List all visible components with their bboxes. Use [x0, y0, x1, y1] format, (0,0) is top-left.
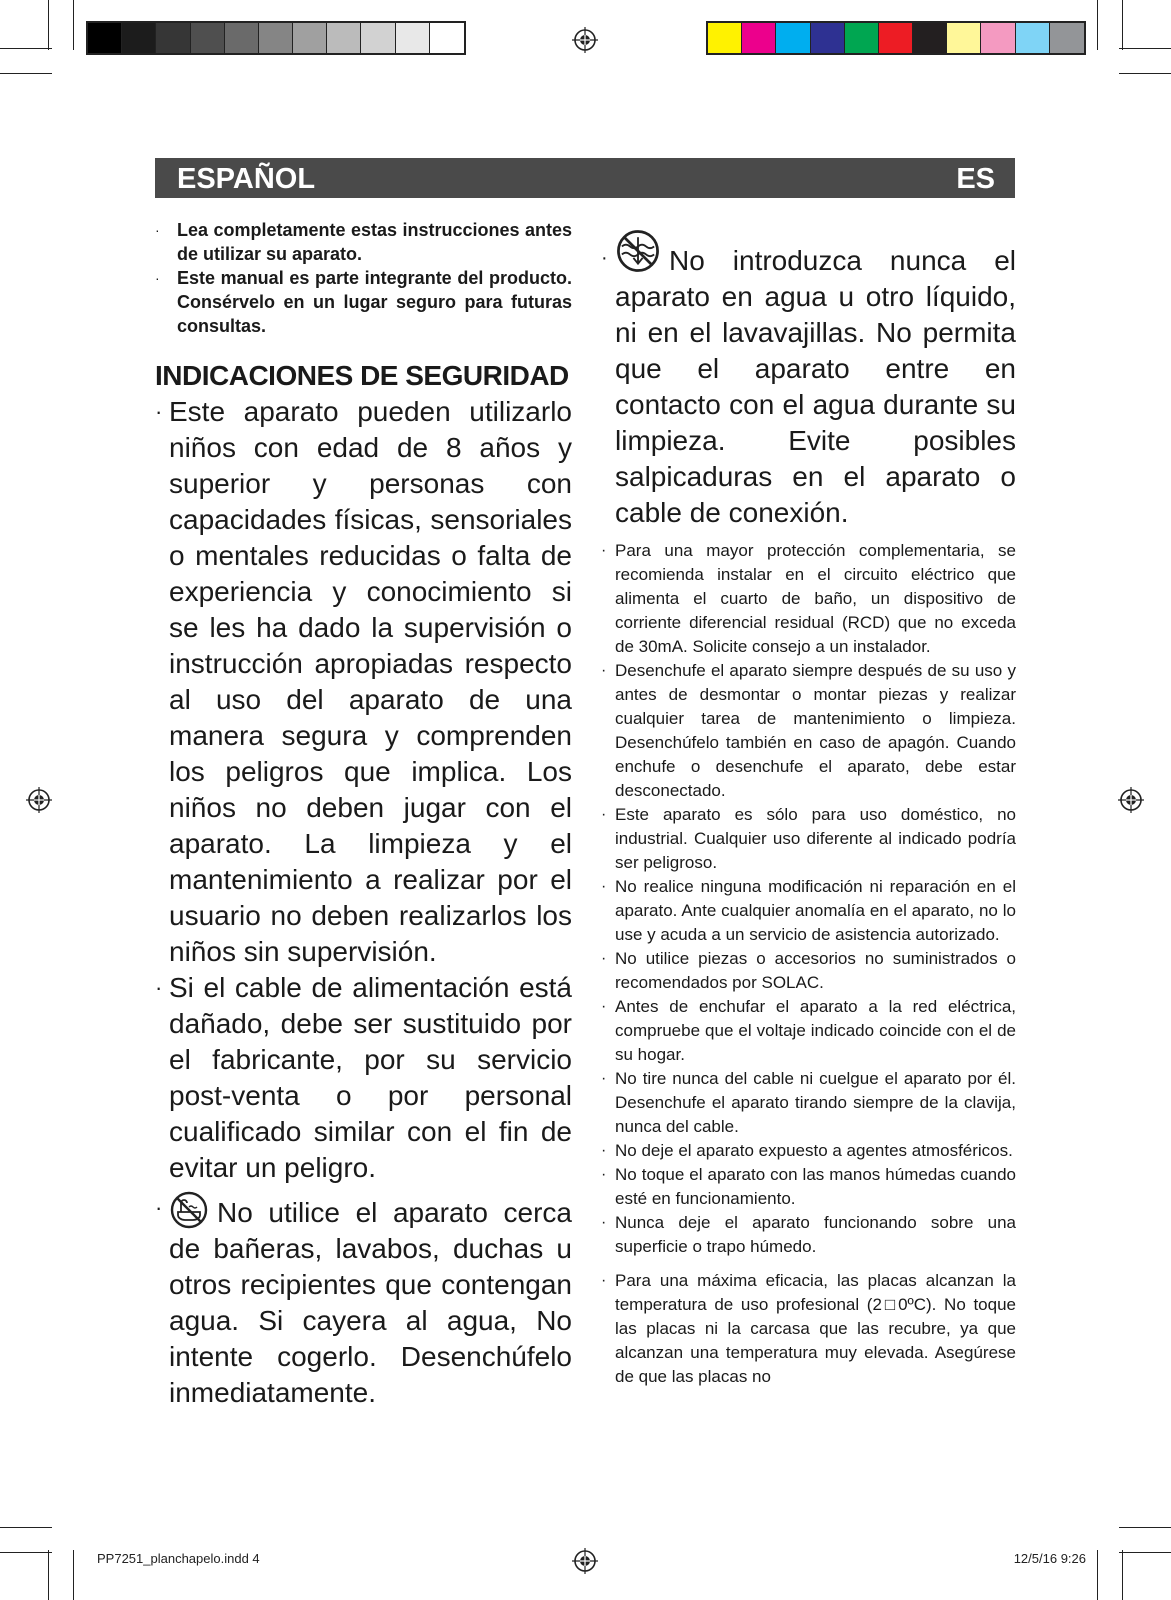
color-swatch	[879, 23, 913, 53]
list-item: · No tire nunca del cable ni cuelgue el aparato por él. Desenchufe el aparato tirando siempre de la clavija, nunca del cable.	[601, 1067, 1016, 1139]
crop-mark	[1119, 73, 1171, 74]
list-item: · Para una máxima eficacia, las placas alcanzan la temperatura de uso profesional (2□0ºC). No toque las placas ni la carcasa que las recubre, ya que alcanzan una temperatura muy elevada. Asegúrese de que las placas no	[601, 1269, 1016, 1389]
color-swatch	[913, 23, 947, 53]
crop-mark	[0, 73, 52, 74]
list-item-text: No introduzca nunca el aparato en agua u otro líquido, ni en el lavavajillas. No permita que el aparato entre en contacto con el agua durante su limpieza. Evite posibles salpicaduras en el aparato o cable de conexión.	[615, 245, 1016, 528]
crop-mark	[1097, 1550, 1098, 1600]
list-item: · No deje el aparato expuesto a agentes atmosféricos.	[601, 1139, 1016, 1163]
color-swatch	[293, 23, 327, 53]
crop-mark	[0, 1552, 52, 1553]
crop-mark	[73, 0, 74, 50]
crop-mark	[1119, 1552, 1171, 1553]
color-swatch	[1016, 23, 1050, 53]
list-item: · Desenchufe el aparato siempre después de su uso y antes de desmontar o montar piezas y realizar cualquier tarea de mantenimiento o limpieza. Desenchúfelo también en caso de apagón. Cuando enchufe o desenchufe el aparato, debe estar desconectado.	[601, 659, 1016, 803]
color-swatch	[430, 23, 464, 53]
intro-item: · Lea completamente estas instrucciones antes de utilizar su aparato.	[155, 218, 572, 266]
language-title: ESPAÑOL	[177, 163, 316, 195]
list-item: · Si el cable de alimentación está dañado, debe ser sustituido por el fabricante, por su servicio post-venta o por personal cualificado similar con el fin de evitar un peligro.	[155, 970, 572, 1186]
left-column	[155, 218, 572, 1411]
language-header-bar	[155, 158, 1015, 198]
color-swatch	[947, 23, 981, 53]
registration-mark-icon	[572, 27, 598, 53]
language-code: ES	[956, 163, 995, 195]
section-title: INDICACIONES DE SEGURIDAD	[155, 360, 569, 391]
safety-list-left	[155, 394, 572, 1411]
list-item: · No utilice piezas o accesorios no suministrados o recomendados por SOLAC.	[601, 947, 1016, 995]
color-swatch	[708, 23, 742, 53]
color-swatch	[742, 23, 776, 53]
crop-mark	[48, 1550, 49, 1600]
grayscale-color-bar	[86, 21, 466, 55]
list-item	[155, 1190, 572, 1411]
crop-mark	[48, 0, 49, 50]
no-bath-icon	[169, 1190, 209, 1230]
right-column	[601, 228, 1016, 1389]
color-swatch	[361, 23, 395, 53]
list-item: · No toque el aparato con las manos húmedas cuando esté en funcionamiento.	[601, 1163, 1016, 1211]
intro-item: · Este manual es parte integrante del producto. Consérvelo en un lugar seguro para futuras consultas.	[155, 266, 572, 338]
registration-mark-icon	[26, 787, 52, 813]
color-swatch	[191, 23, 225, 53]
process-color-bar	[706, 21, 1086, 55]
footer-timestamp: 12/5/16 9:26	[1013, 1551, 1086, 1566]
list-item: · Nunca deje el aparato funcionando sobre una superficie o trapo húmedo.	[601, 1211, 1016, 1259]
crop-mark	[1122, 0, 1123, 50]
list-item: · No realice ninguna modificación ni reparación en el aparato. Ante cualquier anomalía en el aparato, no lo use y acuda a un servicio de asistencia autorizado.	[601, 875, 1016, 947]
crop-mark	[73, 1550, 74, 1600]
color-swatch	[259, 23, 293, 53]
crop-mark	[0, 1527, 52, 1528]
color-swatch	[327, 23, 361, 53]
color-swatch	[1050, 23, 1084, 53]
color-swatch	[845, 23, 879, 53]
color-swatch	[156, 23, 190, 53]
color-swatch	[396, 23, 430, 53]
color-swatch	[122, 23, 156, 53]
crop-mark	[1119, 48, 1171, 49]
list-item: · Este aparato pueden utilizarlo niños con edad de 8 años y superior y personas con capacidades físicas, sensoriales o mentales reducidas o falta de experiencia y conocimiento si se les ha dado la supervisión o instrucción apropiadas respecto al uso del aparato de una manera segura y comprenden los peligros que implica. Los niños no deben jugar con el aparato. La limpieza y el mantenimiento a realizar por el usuario no deben realizarlos los niños sin supervisión.	[155, 394, 572, 970]
crop-mark	[1097, 0, 1098, 50]
color-swatch	[225, 23, 259, 53]
color-swatch	[981, 23, 1015, 53]
crop-mark	[1119, 1527, 1171, 1528]
list-item: · Este aparato es sólo para uso doméstico, no industrial. Cualquier uso diferente al indicado podría ser peligroso.	[601, 803, 1016, 875]
list-item: · Para una mayor protección complementaria, se recomienda instalar en el circuito eléctrico que alimenta el cuarto de baño, un dispositivo de corriente diferencial residual (RCD) que no exceda de 30mA. Solicite consejo a un instalador.	[601, 539, 1016, 659]
immersion-warning	[601, 228, 1016, 531]
intro-notes	[155, 218, 572, 338]
list-item-text: No utilice el aparato cerca de bañeras, lavabos, duchas u otros recipientes que contengan agua. Si cayera al agua, No intente cogerlo. Desenchúfelo inmediatamente.	[169, 1197, 572, 1408]
crop-mark	[1122, 1550, 1123, 1600]
list-item: · Antes de enchufar el aparato a la red eléctrica, compruebe que el voltaje indicado coincide con el de su hogar.	[601, 995, 1016, 1067]
registration-mark-icon	[572, 1548, 598, 1574]
color-swatch	[88, 23, 122, 53]
registration-mark-icon	[1118, 787, 1144, 813]
safety-list-right	[601, 539, 1016, 1389]
color-swatch	[811, 23, 845, 53]
color-swatch	[776, 23, 810, 53]
crop-mark	[0, 48, 52, 49]
no-immersion-icon	[615, 228, 661, 274]
footer-filename: PP7251_planchapelo.indd 4	[97, 1551, 260, 1566]
list-item	[601, 228, 1016, 531]
